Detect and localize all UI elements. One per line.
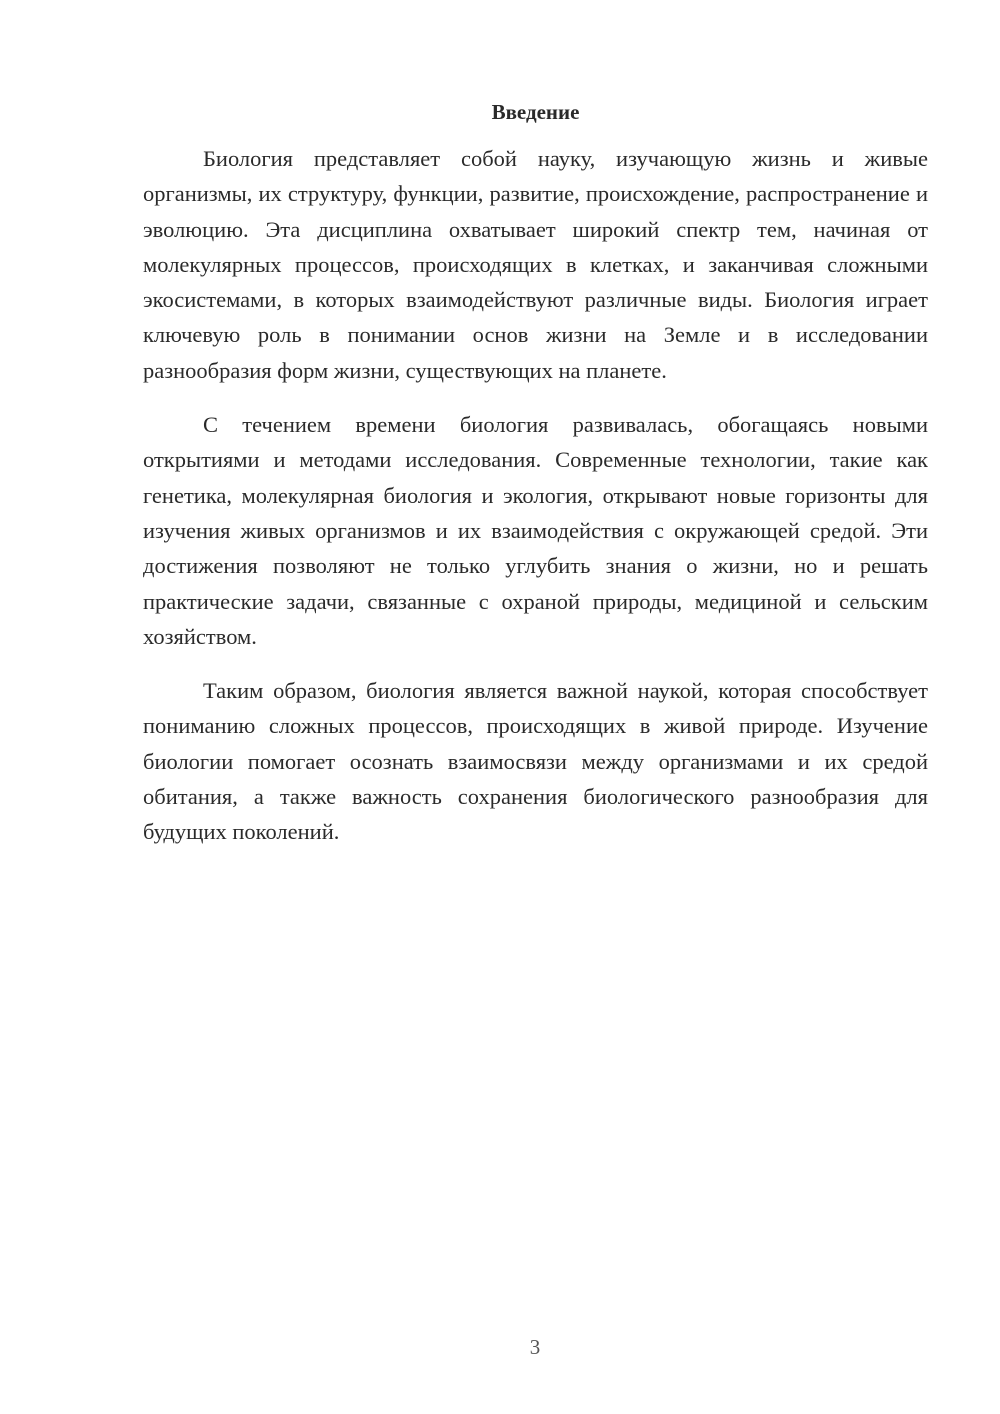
section-title: Введение <box>491 100 580 124</box>
page-content <box>143 97 928 869</box>
paragraph-3: Таким образом, биология является важной наукой, которая способствует пониманию сложных процессов, происходящих в живой природе. Изучение биологии помогает осознать взаимосвязи между организмами и их средой обитания, а также важность сохранения биологического разнообразия для будущих поколений. <box>143 678 928 845</box>
paragraph-1: Биология представляет собой науку, изучающую жизнь и живые организмы, их структуру, функции, развитие, происхождение, распространение и эволюцию. Эта дисциплина охватывает широкий спектр тем, начиная от молекулярных процессов, происходящих в клетках, и заканчивая сложными экосистемами, в которых взаимодействуют различные виды. Биология играет ключевую роль в понимании основ жизни на Земле и в исследовании разнообразия форм жизни, существующих на планете. <box>143 146 928 383</box>
page-number: 3 <box>529 1335 541 1359</box>
paragraph-2: С течением времени биология развивалась, обогащаясь новыми открытиями и методами исследования. Современные технологии, такие как генетика, молекулярная биология и экология, открывают новые горизонты для изучения живых организмов и их взаимодействия с окружающей средой. Эти достижения позволяют не только углубить знания о жизни, но и решать практические задачи, связанные с охраной природы, медициной и сельским хозяйством. <box>143 412 928 649</box>
